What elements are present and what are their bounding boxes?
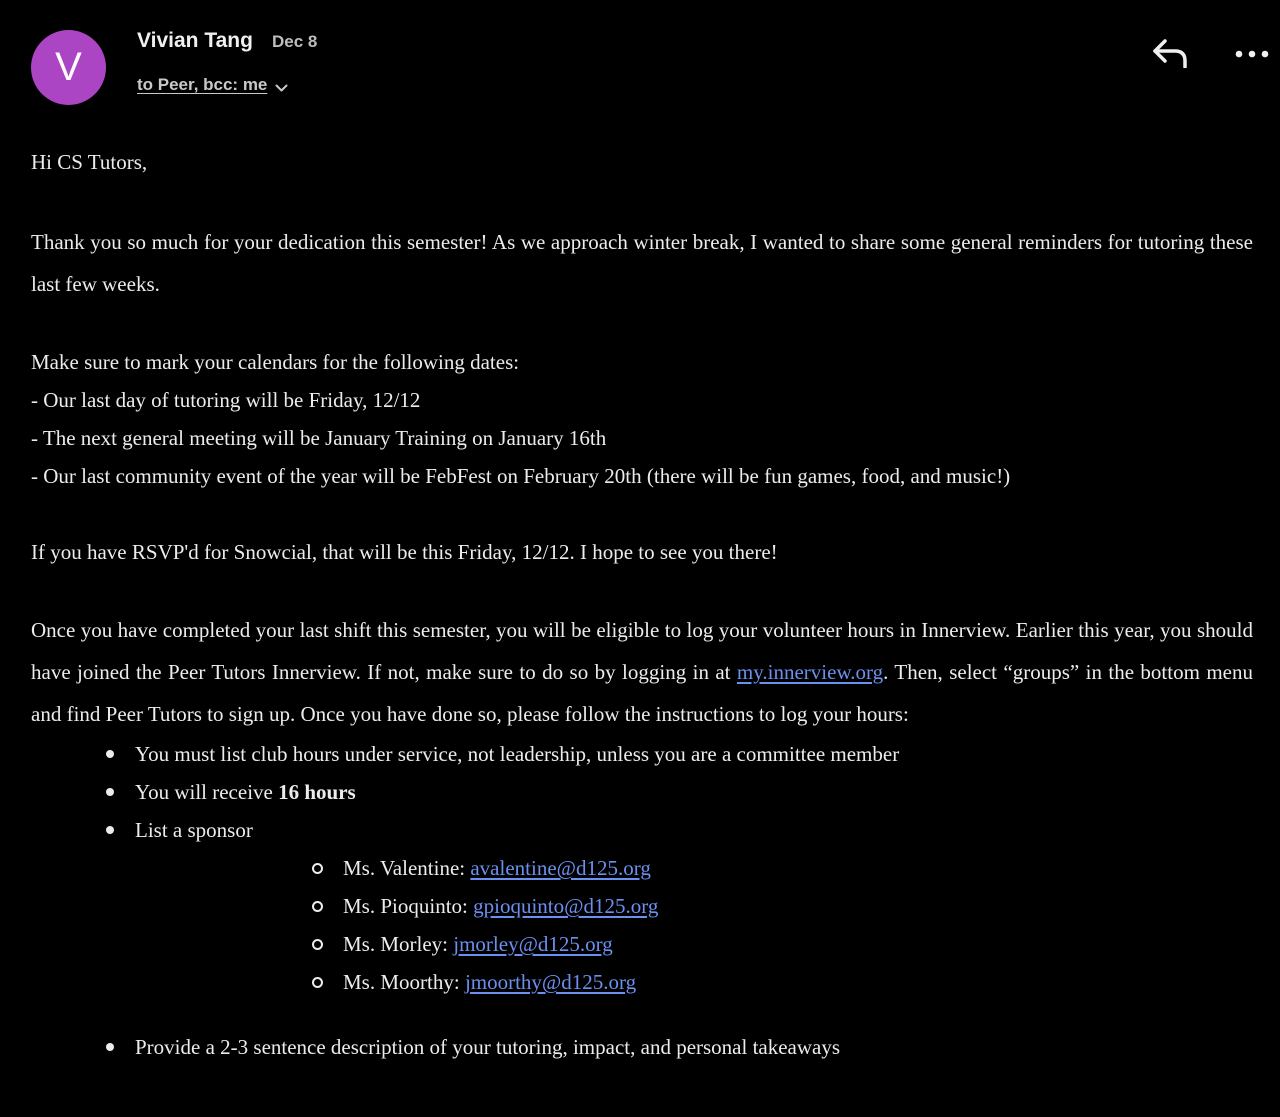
more-options-button[interactable] [1230,32,1274,76]
recipients-label[interactable]: to Peer, bcc: me [137,75,268,94]
instruction-text: List a sponsor [135,818,253,842]
sponsor-name: Ms. Moorthy: [343,970,465,994]
innerview-link[interactable]: my.innerview.org [736,660,884,684]
instruction-text: You must list club hours under service, not leadership, unless you are a committee member [135,742,900,766]
sender-name[interactable]: Vivian Tang [137,29,253,52]
sponsor-email-link[interactable]: avalentine@d125.org [470,856,651,880]
list-item [31,1028,1253,1066]
sponsor-email-link[interactable]: gpioquinto@d125.org [473,894,659,918]
reply-button[interactable] [1148,30,1192,74]
innerview-text: Once you have completed your last shift this semester, you will be eligible to log your volunteer hours in Innerview. Earlier this year, you should have joined the Peer Tutors Innerview. If not, make sure to do so by logging in at [31,618,1253,684]
sponsor-name: Ms. Pioquinto: [343,894,474,918]
sponsor-name: Ms. Morley: [343,932,454,956]
sponsor-list [135,849,1253,1001]
bullet-icon [106,788,114,796]
circle-bullet-icon [312,863,323,874]
sponsor-name: Ms. Valentine: [343,856,471,880]
date-item: - The next general meeting will be January Training on January 16th [31,426,607,450]
more-horizontal-icon [1235,49,1269,59]
rsvp-paragraph: If you have RSVP'd for Snowcial, that will be this Friday, 12/12. I hope to see you there! [31,540,778,564]
circle-bullet-icon [312,901,323,912]
hours-count: 16 hours [278,780,356,804]
sponsor-item [135,925,1253,963]
date-item: - Our last community event of the year will be FebFest on February 20th (there will be fun games, food, and music!) [31,464,1011,488]
sponsor-item [135,849,1253,887]
list-item [31,735,1253,773]
avatar-letter: V [55,45,82,89]
list-item [31,811,1253,1028]
circle-bullet-icon [312,939,323,950]
greeting: Hi CS Tutors, [31,150,148,174]
bullet-icon [106,1043,114,1051]
instructions-list [31,735,1253,1066]
email-date: Dec 8 [272,32,318,51]
sponsor-email-link[interactable]: jmoorthy@d125.org [464,970,637,994]
instruction-text: Provide a 2-3 sentence description of your tutoring, impact, and personal takeaways [135,1035,841,1059]
chevron-down-icon[interactable] [275,84,288,93]
date-item: - Our last day of tutoring will be Friday, 12/12 [31,388,421,412]
sponsor-item [135,887,1253,925]
reply-icon [1151,36,1189,68]
innerview-paragraph [31,609,1253,735]
bullet-icon [106,826,114,834]
sponsor-email-link[interactable]: jmorley@d125.org [453,932,613,956]
list-item [31,773,1253,811]
sponsor-item [135,963,1253,1001]
bullet-icon [106,750,114,758]
email-header [0,0,1280,130]
intro-paragraph: Thank you so much for your dedication this semester! As we approach winter break, I wanted to share some general reminders for tutoring these last few weeks. [31,230,1253,296]
sender-avatar[interactable] [31,30,106,105]
email-body [31,141,1253,1066]
circle-bullet-icon [312,977,323,988]
innerview-text-continued: . Then, select “groups” in the bottom menu and find Peer Tutors to sign up. Once you have done so, please follow the instructions to log your hours: [31,660,1253,726]
recipients-toggle[interactable] [137,75,288,95]
dates-heading: Make sure to mark your calendars for the following dates: [31,350,520,374]
instruction-text: You will receive [135,780,279,804]
